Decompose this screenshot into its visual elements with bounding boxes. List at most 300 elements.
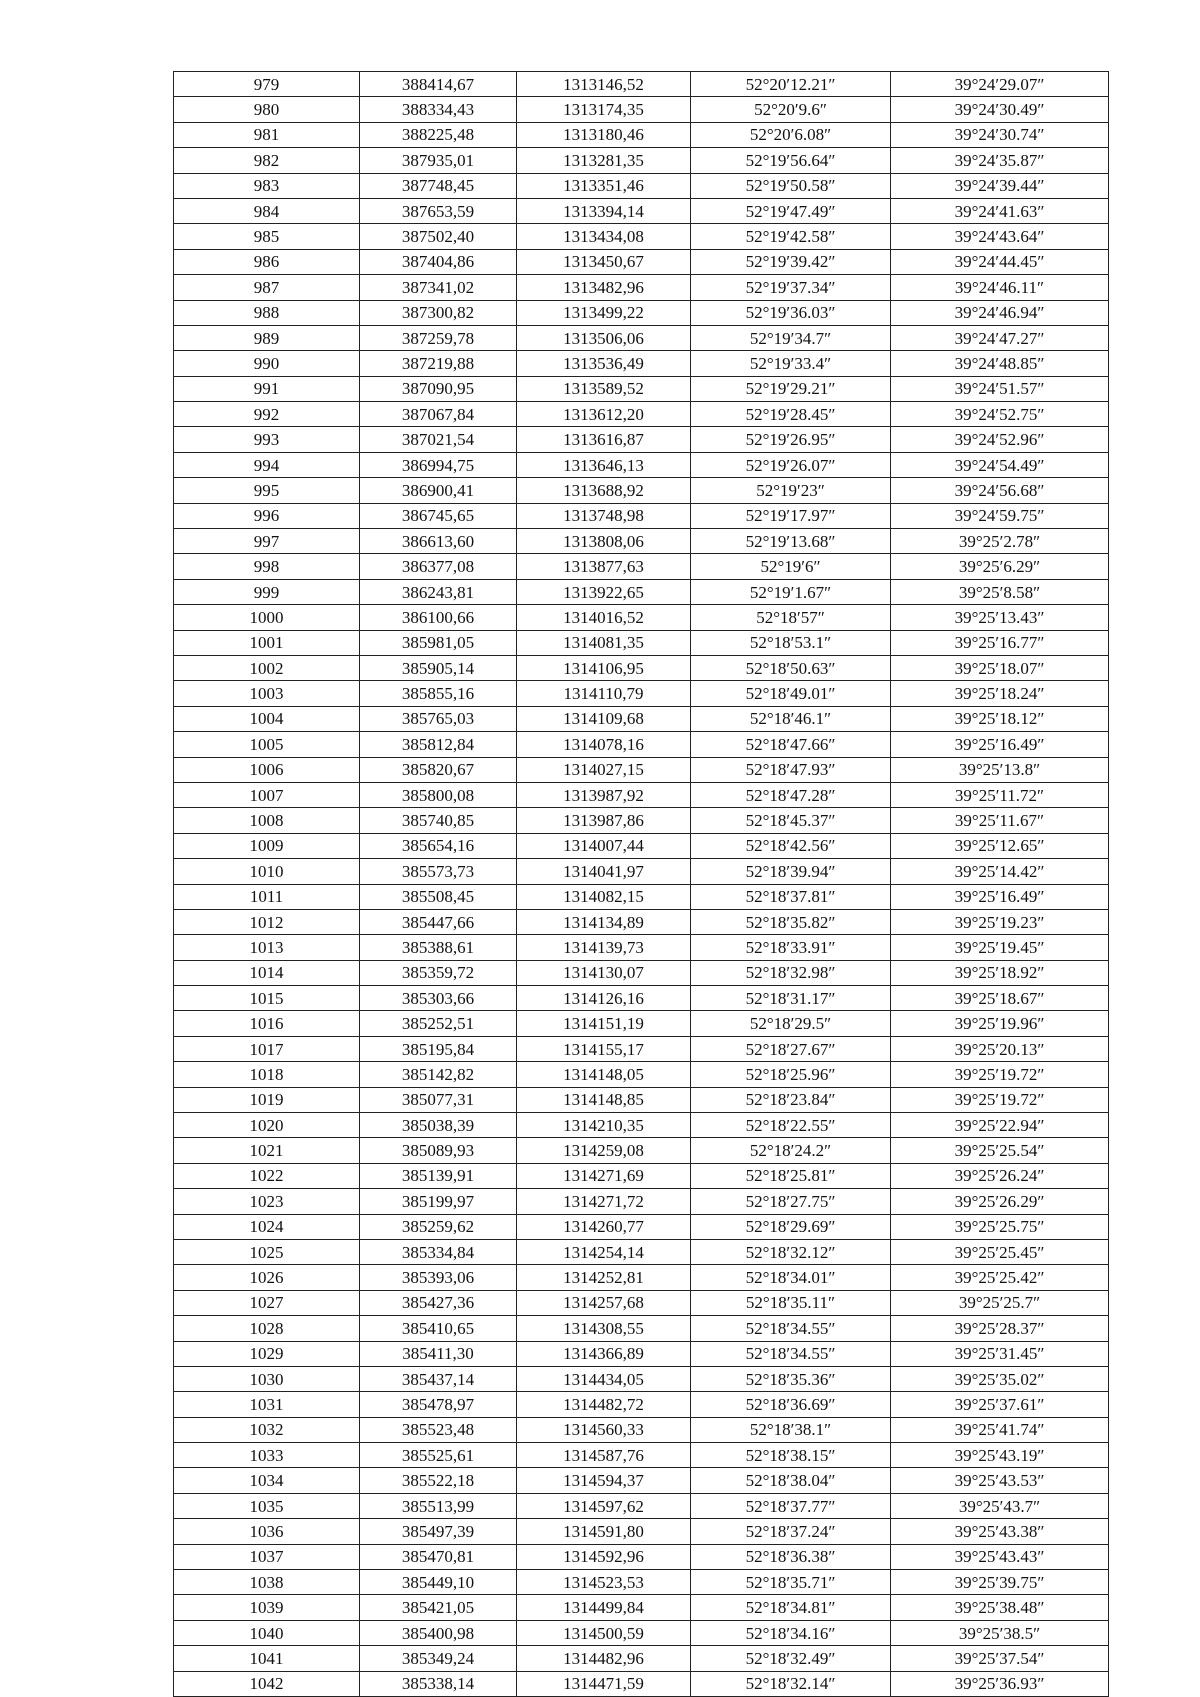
point-number-cell: 983 [174,173,360,198]
point-number-cell: 1023 [174,1189,360,1214]
table-row [174,1087,1109,1112]
x-coordinate-cell: 386745,65 [360,503,517,528]
latitude-cell: 52°18′57″ [691,605,891,630]
x-coordinate-cell: 385812,84 [360,732,517,757]
x-coordinate-cell: 386900,41 [360,478,517,503]
y-coordinate-cell: 1314109,68 [517,706,691,731]
longitude-cell: 39°24′35.87″ [891,148,1109,173]
table-row [174,402,1109,427]
latitude-cell: 52°18′47.28″ [691,782,891,807]
point-number-cell: 1025 [174,1239,360,1264]
longitude-cell: 39°25′37.54″ [891,1646,1109,1671]
longitude-cell: 39°24′47.27″ [891,325,1109,350]
x-coordinate-cell: 387259,78 [360,325,517,350]
x-coordinate-cell: 387748,45 [360,173,517,198]
x-coordinate-cell: 385089,93 [360,1138,517,1163]
table-row [174,1595,1109,1620]
table-row [174,909,1109,934]
latitude-cell: 52°18′49.01″ [691,681,891,706]
x-coordinate-cell: 387653,59 [360,198,517,223]
table-row [174,859,1109,884]
x-coordinate-cell: 385139,91 [360,1163,517,1188]
latitude-cell: 52°19′28.45″ [691,402,891,427]
longitude-cell: 39°25′31.45″ [891,1341,1109,1366]
coordinates-table [173,71,1109,1697]
latitude-cell: 52°18′39.94″ [691,859,891,884]
point-number-cell: 1024 [174,1214,360,1239]
y-coordinate-cell: 1313450,67 [517,249,691,274]
table-row [174,1544,1109,1569]
x-coordinate-cell: 385427,36 [360,1290,517,1315]
latitude-cell: 52°19′36.03″ [691,300,891,325]
x-coordinate-cell: 387021,54 [360,427,517,452]
longitude-cell: 39°25′43.38″ [891,1519,1109,1544]
table-row [174,1189,1109,1214]
longitude-cell: 39°24′43.64″ [891,224,1109,249]
x-coordinate-cell: 386243,81 [360,579,517,604]
longitude-cell: 39°25′19.23″ [891,909,1109,934]
longitude-cell: 39°25′22.94″ [891,1113,1109,1138]
longitude-cell: 39°25′8.58″ [891,579,1109,604]
y-coordinate-cell: 1314254,14 [517,1239,691,1264]
table-row [174,1214,1109,1239]
table-row [174,122,1109,147]
latitude-cell: 52°18′47.66″ [691,732,891,757]
longitude-cell: 39°24′59.75″ [891,503,1109,528]
x-coordinate-cell: 386377,08 [360,554,517,579]
table-row [174,1113,1109,1138]
table-row [174,1062,1109,1087]
longitude-cell: 39°24′44.45″ [891,249,1109,274]
longitude-cell: 39°25′18.24″ [891,681,1109,706]
point-number-cell: 1031 [174,1392,360,1417]
x-coordinate-cell: 388334,43 [360,97,517,122]
point-number-cell: 999 [174,579,360,604]
longitude-cell: 39°24′46.94″ [891,300,1109,325]
longitude-cell: 39°25′18.12″ [891,706,1109,731]
point-number-cell: 980 [174,97,360,122]
latitude-cell: 52°20′12.21″ [691,72,891,97]
longitude-cell: 39°25′18.67″ [891,986,1109,1011]
x-coordinate-cell: 385654,16 [360,833,517,858]
y-coordinate-cell: 1314259,08 [517,1138,691,1163]
table-row [174,503,1109,528]
point-number-cell: 1033 [174,1443,360,1468]
longitude-cell: 39°25′14.42″ [891,859,1109,884]
x-coordinate-cell: 385411,30 [360,1341,517,1366]
longitude-cell: 39°25′26.29″ [891,1189,1109,1214]
y-coordinate-cell: 1314252,81 [517,1265,691,1290]
longitude-cell: 39°25′20.13″ [891,1036,1109,1061]
y-coordinate-cell: 1313877,63 [517,554,691,579]
longitude-cell: 39°25′43.7″ [891,1493,1109,1518]
table-row [174,529,1109,554]
table-row [174,97,1109,122]
latitude-cell: 52°19′34.7″ [691,325,891,350]
latitude-cell: 52°20′6.08″ [691,122,891,147]
table-row [174,554,1109,579]
longitude-cell: 39°25′43.19″ [891,1443,1109,1468]
y-coordinate-cell: 1314106,95 [517,655,691,680]
y-coordinate-cell: 1313646,13 [517,452,691,477]
coordinates-table-body [174,72,1109,1697]
longitude-cell: 39°25′38.48″ [891,1595,1109,1620]
x-coordinate-cell: 385981,05 [360,630,517,655]
longitude-cell: 39°25′18.92″ [891,960,1109,985]
y-coordinate-cell: 1314271,72 [517,1189,691,1214]
y-coordinate-cell: 1313351,46 [517,173,691,198]
point-number-cell: 993 [174,427,360,452]
x-coordinate-cell: 385077,31 [360,1087,517,1112]
x-coordinate-cell: 385437,14 [360,1366,517,1391]
latitude-cell: 52°18′37.24″ [691,1519,891,1544]
y-coordinate-cell: 1313174,35 [517,97,691,122]
point-number-cell: 1034 [174,1468,360,1493]
table-row [174,1290,1109,1315]
x-coordinate-cell: 385393,06 [360,1265,517,1290]
point-number-cell: 1011 [174,884,360,909]
x-coordinate-cell: 386994,75 [360,452,517,477]
table-row [174,198,1109,223]
table-row [174,1570,1109,1595]
table-row [174,275,1109,300]
point-number-cell: 1036 [174,1519,360,1544]
x-coordinate-cell: 387300,82 [360,300,517,325]
point-number-cell: 982 [174,148,360,173]
point-number-cell: 992 [174,402,360,427]
y-coordinate-cell: 1314081,35 [517,630,691,655]
table-row [174,782,1109,807]
table-row [174,579,1109,604]
latitude-cell: 52°18′34.55″ [691,1341,891,1366]
longitude-cell: 39°24′48.85″ [891,351,1109,376]
table-row [174,478,1109,503]
latitude-cell: 52°20′9.6″ [691,97,891,122]
x-coordinate-cell: 385142,82 [360,1062,517,1087]
point-number-cell: 1007 [174,782,360,807]
latitude-cell: 52°19′50.58″ [691,173,891,198]
longitude-cell: 39°25′11.72″ [891,782,1109,807]
point-number-cell: 1006 [174,757,360,782]
y-coordinate-cell: 1314257,68 [517,1290,691,1315]
y-coordinate-cell: 1314139,73 [517,935,691,960]
x-coordinate-cell: 385195,84 [360,1036,517,1061]
x-coordinate-cell: 385800,08 [360,782,517,807]
point-number-cell: 1014 [174,960,360,985]
y-coordinate-cell: 1314592,96 [517,1544,691,1569]
latitude-cell: 52°19′42.58″ [691,224,891,249]
table-row [174,1392,1109,1417]
y-coordinate-cell: 1314151,19 [517,1011,691,1036]
longitude-cell: 39°25′13.43″ [891,605,1109,630]
table-row [174,706,1109,731]
latitude-cell: 52°18′32.14″ [691,1671,891,1696]
latitude-cell: 52°18′23.84″ [691,1087,891,1112]
latitude-cell: 52°18′42.56″ [691,833,891,858]
x-coordinate-cell: 385421,05 [360,1595,517,1620]
y-coordinate-cell: 1314482,72 [517,1392,691,1417]
table-row [174,1443,1109,1468]
y-coordinate-cell: 1314027,15 [517,757,691,782]
table-row [174,1519,1109,1544]
x-coordinate-cell: 385522,18 [360,1468,517,1493]
latitude-cell: 52°18′34.55″ [691,1316,891,1341]
point-number-cell: 1022 [174,1163,360,1188]
y-coordinate-cell: 1313146,52 [517,72,691,97]
y-coordinate-cell: 1313987,92 [517,782,691,807]
table-row [174,986,1109,1011]
longitude-cell: 39°25′2.78″ [891,529,1109,554]
point-number-cell: 994 [174,452,360,477]
y-coordinate-cell: 1314210,35 [517,1113,691,1138]
longitude-cell: 39°25′18.07″ [891,655,1109,680]
table-row [174,325,1109,350]
table-row [174,1468,1109,1493]
y-coordinate-cell: 1314134,89 [517,909,691,934]
longitude-cell: 39°24′30.74″ [891,122,1109,147]
latitude-cell: 52°18′22.55″ [691,1113,891,1138]
longitude-cell: 39°25′25.54″ [891,1138,1109,1163]
longitude-cell: 39°25′16.77″ [891,630,1109,655]
y-coordinate-cell: 1313506,06 [517,325,691,350]
longitude-cell: 39°25′19.72″ [891,1062,1109,1087]
point-number-cell: 1030 [174,1366,360,1391]
table-row [174,655,1109,680]
longitude-cell: 39°25′11.67″ [891,808,1109,833]
point-number-cell: 1018 [174,1062,360,1087]
table-row [174,605,1109,630]
x-coordinate-cell: 387935,01 [360,148,517,173]
point-number-cell: 1010 [174,859,360,884]
table-row [174,1163,1109,1188]
point-number-cell: 1008 [174,808,360,833]
point-number-cell: 1001 [174,630,360,655]
point-number-cell: 1035 [174,1493,360,1518]
longitude-cell: 39°25′26.24″ [891,1163,1109,1188]
y-coordinate-cell: 1314007,44 [517,833,691,858]
longitude-cell: 39°25′19.72″ [891,1087,1109,1112]
y-coordinate-cell: 1314591,80 [517,1519,691,1544]
point-number-cell: 1026 [174,1265,360,1290]
latitude-cell: 52°18′34.16″ [691,1620,891,1645]
table-row [174,1417,1109,1442]
y-coordinate-cell: 1314597,62 [517,1493,691,1518]
x-coordinate-cell: 386613,60 [360,529,517,554]
latitude-cell: 52°18′25.81″ [691,1163,891,1188]
longitude-cell: 39°25′39.75″ [891,1570,1109,1595]
latitude-cell: 52°18′34.81″ [691,1595,891,1620]
table-row [174,630,1109,655]
point-number-cell: 1003 [174,681,360,706]
y-coordinate-cell: 1314500,59 [517,1620,691,1645]
point-number-cell: 1039 [174,1595,360,1620]
table-row [174,681,1109,706]
latitude-cell: 52°18′31.17″ [691,986,891,1011]
x-coordinate-cell: 385523,48 [360,1417,517,1442]
y-coordinate-cell: 1313589,52 [517,376,691,401]
x-coordinate-cell: 388225,48 [360,122,517,147]
point-number-cell: 986 [174,249,360,274]
y-coordinate-cell: 1314110,79 [517,681,691,706]
y-coordinate-cell: 1314126,16 [517,986,691,1011]
latitude-cell: 52°18′37.81″ [691,884,891,909]
table-row [174,833,1109,858]
table-row [174,1011,1109,1036]
x-coordinate-cell: 385740,85 [360,808,517,833]
y-coordinate-cell: 1313616,87 [517,427,691,452]
x-coordinate-cell: 387502,40 [360,224,517,249]
point-number-cell: 1012 [174,909,360,934]
point-number-cell: 1005 [174,732,360,757]
latitude-cell: 52°18′32.49″ [691,1646,891,1671]
latitude-cell: 52°18′35.82″ [691,909,891,934]
x-coordinate-cell: 385497,39 [360,1519,517,1544]
longitude-cell: 39°25′28.37″ [891,1316,1109,1341]
x-coordinate-cell: 386100,66 [360,605,517,630]
latitude-cell: 52°18′35.71″ [691,1570,891,1595]
latitude-cell: 52°18′29.69″ [691,1214,891,1239]
point-number-cell: 998 [174,554,360,579]
table-row [174,757,1109,782]
x-coordinate-cell: 385359,72 [360,960,517,985]
y-coordinate-cell: 1313808,06 [517,529,691,554]
table-row [174,427,1109,452]
latitude-cell: 52°18′32.12″ [691,1239,891,1264]
latitude-cell: 52°19′17.97″ [691,503,891,528]
latitude-cell: 52°18′45.37″ [691,808,891,833]
x-coordinate-cell: 385334,84 [360,1239,517,1264]
latitude-cell: 52°18′29.5″ [691,1011,891,1036]
point-number-cell: 1016 [174,1011,360,1036]
y-coordinate-cell: 1313482,96 [517,275,691,300]
x-coordinate-cell: 387090,95 [360,376,517,401]
x-coordinate-cell: 385388,61 [360,935,517,960]
x-coordinate-cell: 385573,73 [360,859,517,884]
x-coordinate-cell: 385199,97 [360,1189,517,1214]
longitude-cell: 39°25′43.43″ [891,1544,1109,1569]
longitude-cell: 39°25′25.7″ [891,1290,1109,1315]
x-coordinate-cell: 387067,84 [360,402,517,427]
y-coordinate-cell: 1313281,35 [517,148,691,173]
x-coordinate-cell: 387404,86 [360,249,517,274]
latitude-cell: 52°19′39.42″ [691,249,891,274]
table-row [174,72,1109,97]
latitude-cell: 52°18′47.93″ [691,757,891,782]
y-coordinate-cell: 1314130,07 [517,960,691,985]
longitude-cell: 39°25′43.53″ [891,1468,1109,1493]
longitude-cell: 39°25′16.49″ [891,732,1109,757]
latitude-cell: 52°19′23″ [691,478,891,503]
longitude-cell: 39°24′56.68″ [891,478,1109,503]
longitude-cell: 39°24′29.07″ [891,72,1109,97]
x-coordinate-cell: 385765,03 [360,706,517,731]
y-coordinate-cell: 1314523,53 [517,1570,691,1595]
point-number-cell: 991 [174,376,360,401]
latitude-cell: 52°19′1.67″ [691,579,891,604]
table-row [174,351,1109,376]
latitude-cell: 52°19′33.4″ [691,351,891,376]
x-coordinate-cell: 385400,98 [360,1620,517,1645]
y-coordinate-cell: 1313748,98 [517,503,691,528]
point-number-cell: 1019 [174,1087,360,1112]
longitude-cell: 39°25′25.42″ [891,1265,1109,1290]
latitude-cell: 52°19′13.68″ [691,529,891,554]
point-number-cell: 1004 [174,706,360,731]
y-coordinate-cell: 1314016,52 [517,605,691,630]
latitude-cell: 52°18′46.1″ [691,706,891,731]
y-coordinate-cell: 1314260,77 [517,1214,691,1239]
y-coordinate-cell: 1314482,96 [517,1646,691,1671]
latitude-cell: 52°18′32.98″ [691,960,891,985]
point-number-cell: 997 [174,529,360,554]
latitude-cell: 52°18′53.1″ [691,630,891,655]
y-coordinate-cell: 1313688,92 [517,478,691,503]
latitude-cell: 52°19′26.07″ [691,452,891,477]
longitude-cell: 39°25′12.65″ [891,833,1109,858]
point-number-cell: 995 [174,478,360,503]
point-number-cell: 1013 [174,935,360,960]
latitude-cell: 52°18′36.38″ [691,1544,891,1569]
table-row [174,1646,1109,1671]
point-number-cell: 1027 [174,1290,360,1315]
latitude-cell: 52°19′56.64″ [691,148,891,173]
table-row [174,1341,1109,1366]
point-number-cell: 985 [174,224,360,249]
latitude-cell: 52°18′38.15″ [691,1443,891,1468]
table-row [174,960,1109,985]
latitude-cell: 52°18′24.2″ [691,1138,891,1163]
longitude-cell: 39°25′19.96″ [891,1011,1109,1036]
longitude-cell: 39°25′36.93″ [891,1671,1109,1696]
y-coordinate-cell: 1314078,16 [517,732,691,757]
x-coordinate-cell: 385470,81 [360,1544,517,1569]
table-row [174,148,1109,173]
table-row [174,376,1109,401]
y-coordinate-cell: 1314308,55 [517,1316,691,1341]
x-coordinate-cell: 385038,39 [360,1113,517,1138]
point-number-cell: 979 [174,72,360,97]
y-coordinate-cell: 1313180,46 [517,122,691,147]
longitude-cell: 39°24′39.44″ [891,173,1109,198]
x-coordinate-cell: 385513,99 [360,1493,517,1518]
longitude-cell: 39°24′30.49″ [891,97,1109,122]
y-coordinate-cell: 1313612,20 [517,402,691,427]
point-number-cell: 1042 [174,1671,360,1696]
y-coordinate-cell: 1314041,97 [517,859,691,884]
table-row [174,884,1109,909]
table-row [174,1493,1109,1518]
longitude-cell: 39°25′35.02″ [891,1366,1109,1391]
latitude-cell: 52°18′36.69″ [691,1392,891,1417]
point-number-cell: 1038 [174,1570,360,1595]
table-row [174,1316,1109,1341]
point-number-cell: 1002 [174,655,360,680]
table-row [174,1671,1109,1696]
point-number-cell: 987 [174,275,360,300]
table-row [174,1265,1109,1290]
x-coordinate-cell: 388414,67 [360,72,517,97]
point-number-cell: 1021 [174,1138,360,1163]
y-coordinate-cell: 1314560,33 [517,1417,691,1442]
point-number-cell: 1009 [174,833,360,858]
y-coordinate-cell: 1314471,59 [517,1671,691,1696]
y-coordinate-cell: 1313434,08 [517,224,691,249]
y-coordinate-cell: 1313536,49 [517,351,691,376]
longitude-cell: 39°25′41.74″ [891,1417,1109,1442]
x-coordinate-cell: 385349,24 [360,1646,517,1671]
point-number-cell: 989 [174,325,360,350]
point-number-cell: 996 [174,503,360,528]
